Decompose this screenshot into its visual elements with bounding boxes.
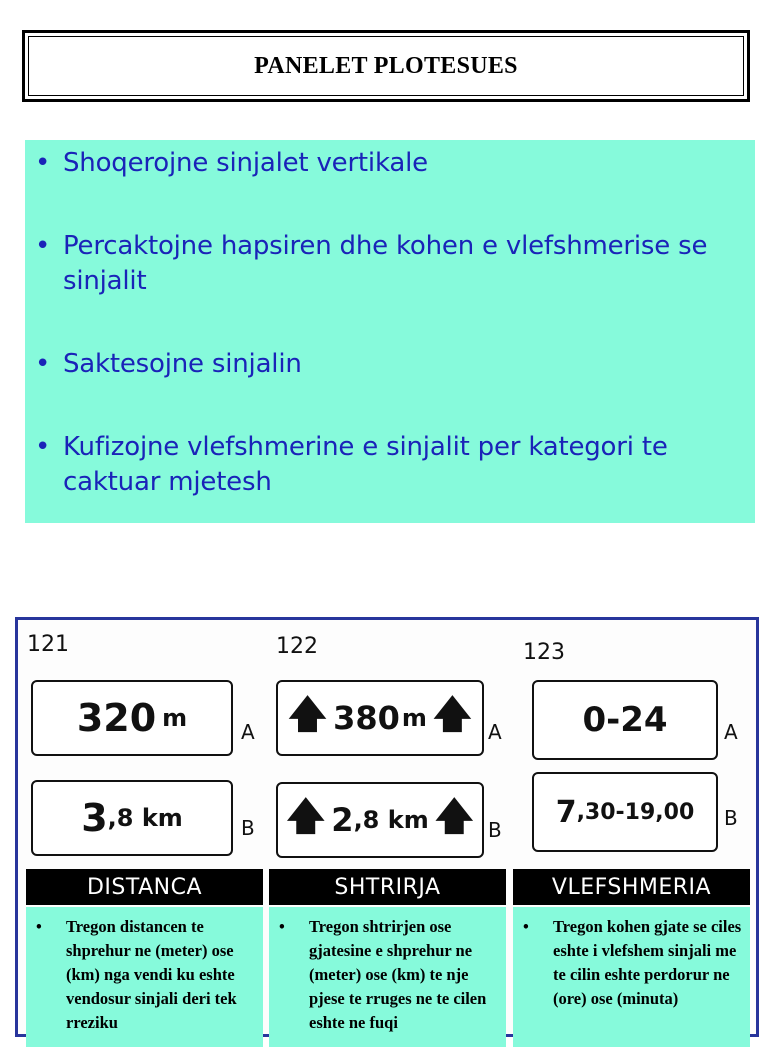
variant-label-b: B	[724, 806, 738, 830]
title-inner-frame	[28, 36, 744, 96]
bullet-text: Shoqerojne sinjalet vertikale	[63, 148, 428, 178]
sign-121a-unit: m	[162, 704, 188, 732]
desc-text: Tregon distancen te shprehur ne (meter) ose (km) nga vendi ku eshte vendosur sinjali deri tek rreziku	[66, 917, 237, 1032]
sign-121b-value: 3	[81, 796, 108, 840]
bullet-item	[35, 146, 743, 181]
desc-text: Tregon kohen gjate se ciles eshte i vlefshem sinjali me te cilin eshte perdorur ne (ore) ose (minuta)	[553, 917, 742, 1008]
sign-number-121: 121	[27, 632, 69, 657]
bullet-list	[25, 140, 755, 523]
bullet-dot: •	[36, 917, 42, 936]
arrow-up-icon: 🡅	[286, 793, 326, 838]
variant-label-b: B	[241, 816, 255, 840]
page-title: PANELET PLOTESUES	[254, 52, 518, 79]
label-vlefshmeria: VLEFSHMERIA	[513, 869, 750, 905]
sign-123b-hours: 7	[555, 794, 577, 830]
bullet-dot: •	[35, 231, 51, 261]
sign-number-123: 123	[523, 640, 565, 665]
sign-123b-minutes: ,00	[655, 799, 695, 825]
variant-label-a: A	[241, 720, 255, 744]
arrow-up-icon: 🡅	[288, 691, 328, 736]
desc-text: Tregon shtrirjen ose gjatesine e shprehur ne (meter) ose (km) te nje pjese te rruges ne te cilen eshte ne fuqi	[309, 917, 487, 1032]
desc-distanca	[26, 907, 263, 1047]
sign-122b	[276, 782, 484, 858]
bullet-dot: •	[279, 917, 285, 936]
bullet-dot: •	[35, 349, 51, 379]
desc-vlefshmeria	[513, 907, 750, 1047]
desc-item	[279, 915, 498, 1035]
sign-123a-value: 0-24	[582, 700, 668, 740]
sign-122b-value: 2	[331, 801, 354, 839]
bullet-text: Kufizojne vlefshmerine e sinjalit per kategori te caktuar mjetesh	[63, 432, 668, 497]
sign-122a-value: 380	[333, 699, 400, 737]
sign-121a	[31, 680, 233, 756]
sign-121a-value: 320	[76, 696, 157, 740]
bullet-item	[35, 229, 743, 299]
variant-label-b: B	[488, 818, 502, 842]
bullet-item	[35, 347, 743, 382]
sign-123b	[532, 772, 718, 852]
sign-123b-range: ,30-19	[576, 799, 656, 825]
bullet-item	[35, 430, 743, 500]
sign-122b-decimal: ,8 km	[353, 806, 429, 834]
arrow-up-icon: 🡅	[432, 691, 472, 736]
bullet-dot: •	[35, 148, 51, 178]
bullet-dot: •	[523, 917, 529, 936]
label-shtrirja: SHTRIRJA	[269, 869, 506, 905]
desc-shtrirja	[269, 907, 506, 1047]
sign-122a-unit: m	[401, 704, 427, 732]
bullet-text: Percaktojne hapsiren dhe kohen e vlefshmerise se sinjalit	[63, 231, 708, 296]
label-distanca: DISTANCA	[26, 869, 263, 905]
title-frame	[22, 30, 750, 102]
variant-label-a: A	[724, 720, 738, 744]
bullet-dot: •	[35, 432, 51, 462]
arrow-up-icon: 🡅	[434, 793, 474, 838]
sign-number-122: 122	[276, 634, 318, 659]
variant-label-a: A	[488, 720, 502, 744]
bullet-text: Saktesojne sinjalin	[63, 349, 302, 379]
signs-panel	[15, 617, 759, 1037]
sign-123a	[532, 680, 718, 760]
sign-122a	[276, 680, 484, 756]
desc-item	[36, 915, 255, 1035]
sign-121b-decimal: ,8 km	[107, 804, 183, 832]
sign-121b	[31, 780, 233, 856]
desc-item	[523, 915, 742, 1011]
